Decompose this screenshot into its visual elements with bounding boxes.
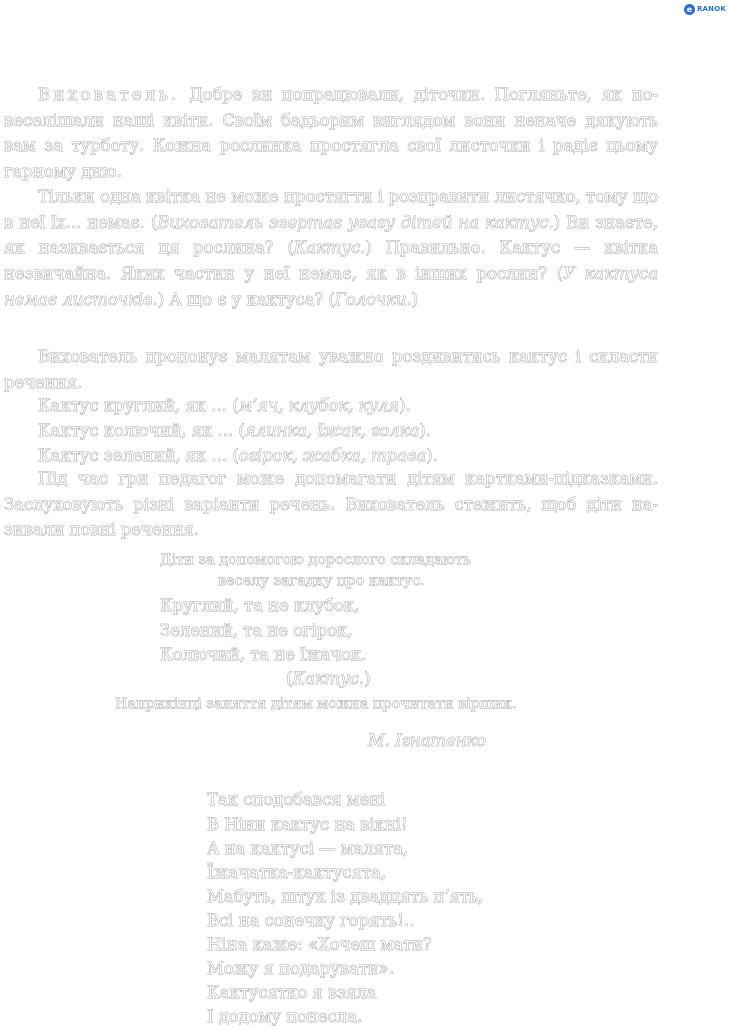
publisher-logo (684, 2, 726, 16)
paragraph-text: Під час гри педагог може допомагати дітям картками-підказками. Заслуховують різні варіанти речень. Вихователь стежить, щоб діти називали повні речення. (4, 469, 658, 540)
text-run: ) (411, 289, 419, 309)
poem-line-2: В Ніни кактус на вікні! (207, 815, 408, 834)
text-run: ). (399, 396, 411, 415)
poem-line-10: І додому понесла. (207, 1007, 363, 1026)
poem-line-7: Ніна каже: «Хочеш мати? (207, 935, 432, 954)
italic-run: Кактус. (293, 238, 366, 258)
italic-run: Кактус. (292, 669, 365, 688)
text-run: ). (426, 446, 438, 465)
ranok-logo-icon: e (684, 4, 695, 15)
riddle-line-3: Колючий, та не їжачок. (160, 645, 367, 664)
text-run: Кактус зелений, як ... ( (38, 446, 239, 465)
poem-line-8: Можу я подарувати». (207, 959, 395, 978)
poem-line-9: Кактусятко я взяла (207, 983, 377, 1002)
text-run: Тільки одна квітка не може простягти і розправити листячко, тому що в неї їх... немає. ( (4, 187, 658, 232)
riddle-intro-line-1: Діти за допомогою дорослого складають (160, 552, 471, 568)
text-run: ( (286, 669, 293, 688)
poem-author: М. Ігнатенко (368, 731, 487, 750)
italic-run: ялинка, їжак, голка (244, 421, 420, 440)
text-run: ). (419, 421, 431, 440)
poem-line-3: А на кактусі — малята, (207, 839, 409, 858)
text-run: ) Ви знаєте, як називається ця рослина? ( (4, 212, 658, 258)
paragraph-examine-cactus (4, 344, 658, 395)
poem-line-5: Мабуть, штук із двадцять п’ять, (207, 887, 484, 906)
paragraph-hint-cards (4, 466, 658, 543)
speaker-label: Вихователь. (38, 85, 180, 104)
sentence-line-3 (38, 444, 438, 468)
paragraph-text: Добре ви попрацювали, діточки. Погляньте, як повеселішали наші квіти. Своїм бадьорим виглядом вони неначе дякують вам за турботу. Кожна рослинка простягла свої листочки і радіє цьому гарному дню. (4, 85, 658, 182)
italic-run: м’яч, клубок, куля (238, 396, 400, 415)
italic-run: Голочки. (334, 289, 412, 309)
riddle-answer (286, 667, 371, 691)
italic-run: Вихователь звертає увагу дітей на кактус. (157, 212, 554, 232)
logo-text: RANOK (696, 5, 726, 13)
text-run: ) Правильно. Кактус — квітка незвичайна. Яких частин у неї немає, як в інших рослин? ( (4, 238, 658, 284)
sentence-line-2 (38, 419, 431, 443)
riddle-line-2: Зелений, та не огірок, (160, 621, 353, 640)
text-run: ) (364, 669, 371, 688)
ending-note: Наприкінці заняття дітям можна прочитати віршик. (115, 696, 517, 712)
italic-run: огірок, жабка, трава (238, 446, 427, 465)
poem-line-4: Їжачатка-кактусята, (207, 863, 387, 882)
sentence-line-1 (38, 394, 411, 418)
text-run: ) А що є у кактуса? ( (157, 289, 335, 309)
poem-line-6: Всі на сонечку горять!.. (207, 911, 415, 930)
text-run: Кактус круглий, як ... ( (38, 396, 239, 415)
italic-run: У кактуса немає листочків. (4, 264, 659, 309)
paragraph-cactus-intro (4, 184, 658, 313)
poem-line-1: Так сподобався мені (207, 790, 386, 809)
paragraph-text: Вихователь пропонує малятам уважно роздивитись кактус і скласти речення. (4, 347, 658, 392)
riddle-intro-line-2: веселу загадку про кактус. (218, 573, 425, 589)
riddle-line-1: Круглий, та не клубок, (160, 596, 360, 615)
paragraph-educator-praise (4, 82, 658, 185)
text-run: Кактус колючий, як ... ( (38, 421, 245, 440)
